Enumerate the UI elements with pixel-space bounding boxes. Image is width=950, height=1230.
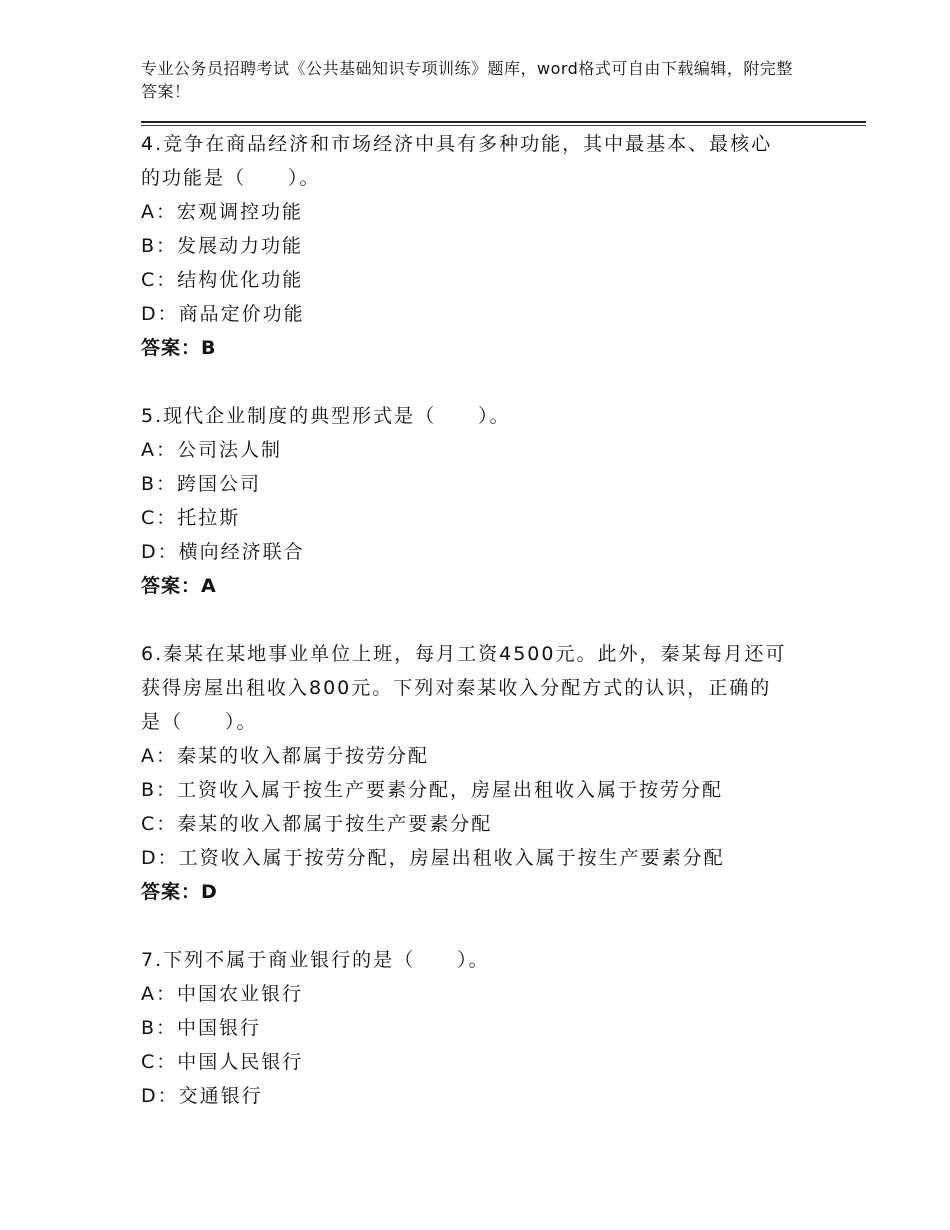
question-6: [141, 637, 841, 909]
option-c: C：结构优化功能: [141, 269, 304, 291]
option-d: D：商品定价功能: [141, 303, 305, 325]
document-header: 专业公务员招聘考试《公共基础知识专项训练》题库，word格式可自由下载编辑，附完整答案！: [141, 59, 793, 101]
answer-text: 答案：D: [141, 881, 218, 903]
question-stem-line: 4.竞争在商品经济和市场经济中具有多种功能，其中最基本、最核心: [141, 133, 773, 155]
option-c: C：秦某的收入都属于按生产要素分配: [141, 813, 493, 835]
option-d: D：交通银行: [141, 1085, 263, 1107]
question-4: [141, 127, 841, 365]
header-divider-thin: [141, 125, 866, 126]
option-b: B：发展动力功能: [141, 235, 304, 257]
header-divider: [141, 121, 866, 126]
answer-text: 答案：A: [141, 575, 217, 597]
question-stem-line: 6.秦某在某地事业单位上班，每月工资4500元。此外，秦某每月还可: [141, 643, 787, 665]
option-d: D：工资收入属于按劳分配，房屋出租收入属于按生产要素分配: [141, 847, 725, 869]
option-a: A：公司法人制: [141, 439, 282, 461]
question-stem-line: 是（ ）。: [141, 711, 258, 733]
option-a: A：中国农业银行: [141, 983, 303, 1005]
question-7: [141, 943, 841, 1113]
question-5: [141, 399, 841, 603]
question-stem-line: 获得房屋出租收入800元。下列对秦某收入分配方式的认识，正确的: [141, 677, 772, 699]
option-c: C：托拉斯: [141, 507, 241, 529]
option-d: D：横向经济联合: [141, 541, 305, 563]
option-b: B：跨国公司: [141, 473, 262, 495]
option-b: B：工资收入属于按生产要素分配，房屋出租收入属于按劳分配: [141, 779, 724, 801]
question-stem-line: 7.下列不属于商业银行的是（ ）。: [141, 949, 490, 971]
question-list: [141, 127, 841, 1113]
option-b: B：中国银行: [141, 1017, 262, 1039]
option-a: A：宏观调控功能: [141, 201, 303, 223]
option-a: A：秦某的收入都属于按劳分配: [141, 745, 429, 767]
option-c: C：中国人民银行: [141, 1051, 304, 1073]
answer-text: 答案：B: [141, 337, 217, 359]
question-stem-line: 的功能是（ ）。: [141, 167, 321, 189]
question-stem-line: 5.现代企业制度的典型形式是（ ）。: [141, 405, 511, 427]
